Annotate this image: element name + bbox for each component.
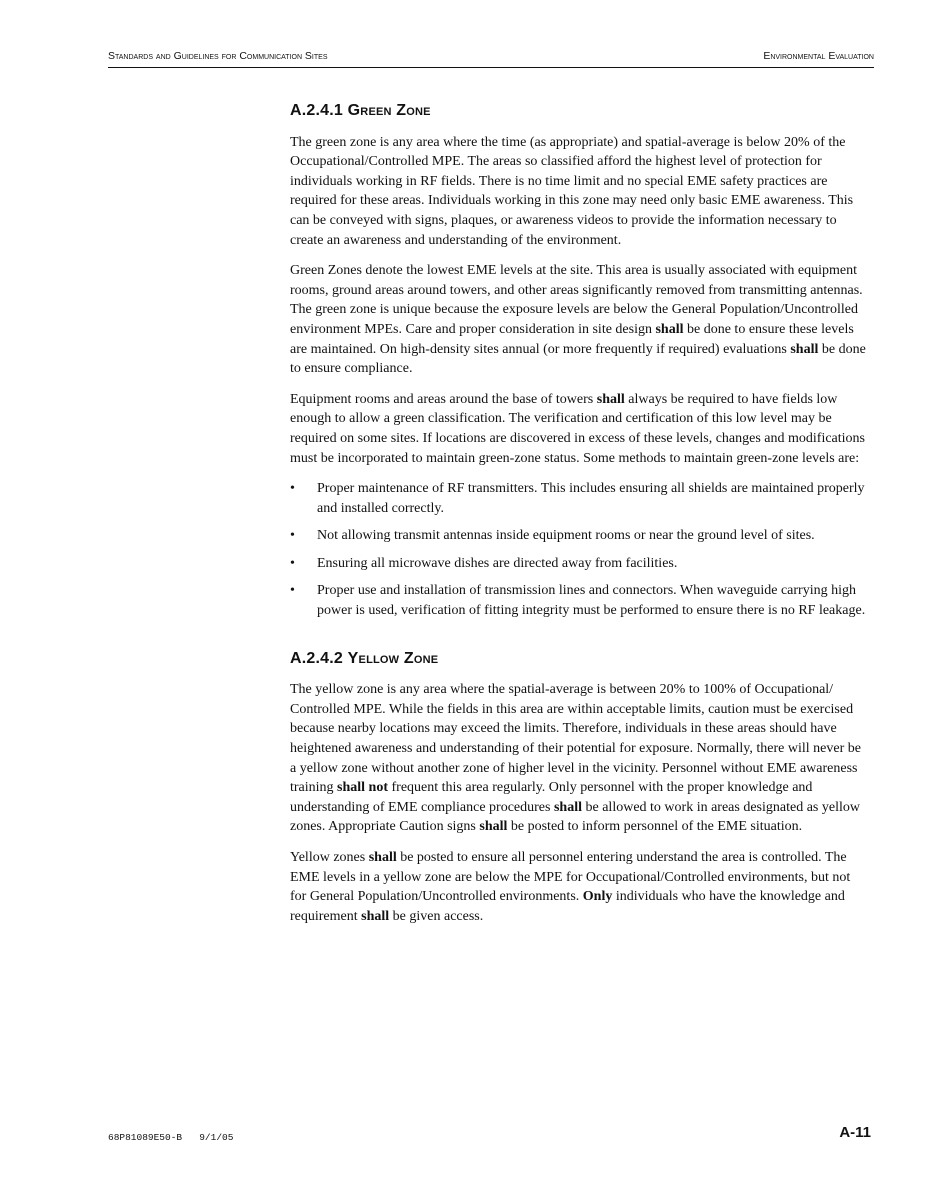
- paragraph: Green Zones denote the lowest EME levels at the site. This area is usually associated with equipment rooms, ground areas around towers, and other areas significantly removed from transmitting antennas. The green zone is unique because the exposure levels are below the General Population/Uncontrolled environment MPEs. Care and proper consideration in site design shall be done to ensure these levels are maintained. On high-density sites annual (or more frequently if required) evaluations shall be done to ensure compliance.: [290, 263, 866, 377]
- list-item: • Proper maintenance of RF transmitters. This includes ensuring all shields are maintained properly and installed correctly.: [290, 481, 865, 516]
- bullet-icon: •: [290, 583, 295, 599]
- document-date: 9/1/05: [199, 1132, 234, 1143]
- section-heading-yellow-zone: [290, 649, 870, 669]
- section-number: A.2.4.2: [290, 649, 343, 667]
- paragraph: Yellow zones shall be posted to ensure all personnel entering understand the area is controlled. The EME levels in a yellow zone are below the MPE for Occupational/Controlled environments, but not for General Population/Uncontrolled environments. Only individuals who have the knowledge and requirement shall be given access.: [290, 850, 851, 924]
- paragraph: The green zone is any area where the time (as appropriate) and spatial-average is below 20% of the Occupational/Controlled MPE. The areas so classified afford the highest level of protection for individuals working in RF fields. There is no time limit and no special EME safety practices are required for these areas. Individuals working in this zone may need only basic EME awareness. This can be conveyed with signs, plaques, or awareness videos to provide the information necessary to create an awareness and understanding of the environment.: [290, 134, 854, 248]
- section-title: Yellow Zone: [347, 649, 439, 667]
- header-title-right: Environmental Evaluation: [763, 50, 874, 62]
- page-body: [290, 101, 870, 937]
- paragraph: The yellow zone is any area where the spatial-average is between 20% to 100% of Occupational/ Controlled MPE. While the fields in this area are within acceptable limits, caution must be exercised because nearby locations may exceed the limits. Therefore, individuals in these areas should have heightened awareness and understanding of their potential for exposure. Normally, there will never be a yellow zone without another zone of higher level in the vicinity. Personnel without EME awareness training shall not frequent this area regularly. Only personnel with the proper knowledge and understanding of EME compliance procedures shall be allowed to work in areas designated as yellow zones. Appropriate Caution signs shall be posted to inform personnel of the EME situation.: [290, 682, 861, 835]
- list-item: • Not allowing transmit antennas inside equipment rooms or near the ground level of sites.: [290, 526, 870, 546]
- document-id: 68P81089E50-B: [108, 1132, 183, 1143]
- section-number: A.2.4.1: [290, 102, 343, 119]
- bullet-icon: •: [290, 555, 295, 571]
- bullet-icon: •: [290, 481, 295, 497]
- page-header: [108, 50, 874, 68]
- list-item: • Ensuring all microwave dishes are directed away from facilities.: [290, 554, 870, 574]
- paragraph: Equipment rooms and areas around the base of towers shall always be required to have fields low enough to allow a green classification. The verification and certification of this low level may be required on some sites. If locations are discovered in excess of these levels, changes and modifications must be incorporated to maintain green-zone status. Some methods to maintain green-zone levels are:: [290, 391, 865, 466]
- page-footer-left: [108, 1132, 233, 1143]
- section-title: Green Zone: [347, 102, 431, 119]
- list-item: • Proper use and installation of transmission lines and connectors. When waveguide carrying high power is used, verification of fitting integrity must be performed to ensure there is no RF leakage.: [290, 583, 866, 619]
- page-number: A-11: [839, 1124, 871, 1141]
- section-heading-green-zone: [290, 101, 870, 121]
- header-title-left: Standards and Guidelines for Communication Sites: [108, 50, 328, 62]
- bullet-list: [290, 479, 870, 621]
- header-rule: [108, 67, 874, 68]
- bullet-icon: •: [290, 528, 295, 544]
